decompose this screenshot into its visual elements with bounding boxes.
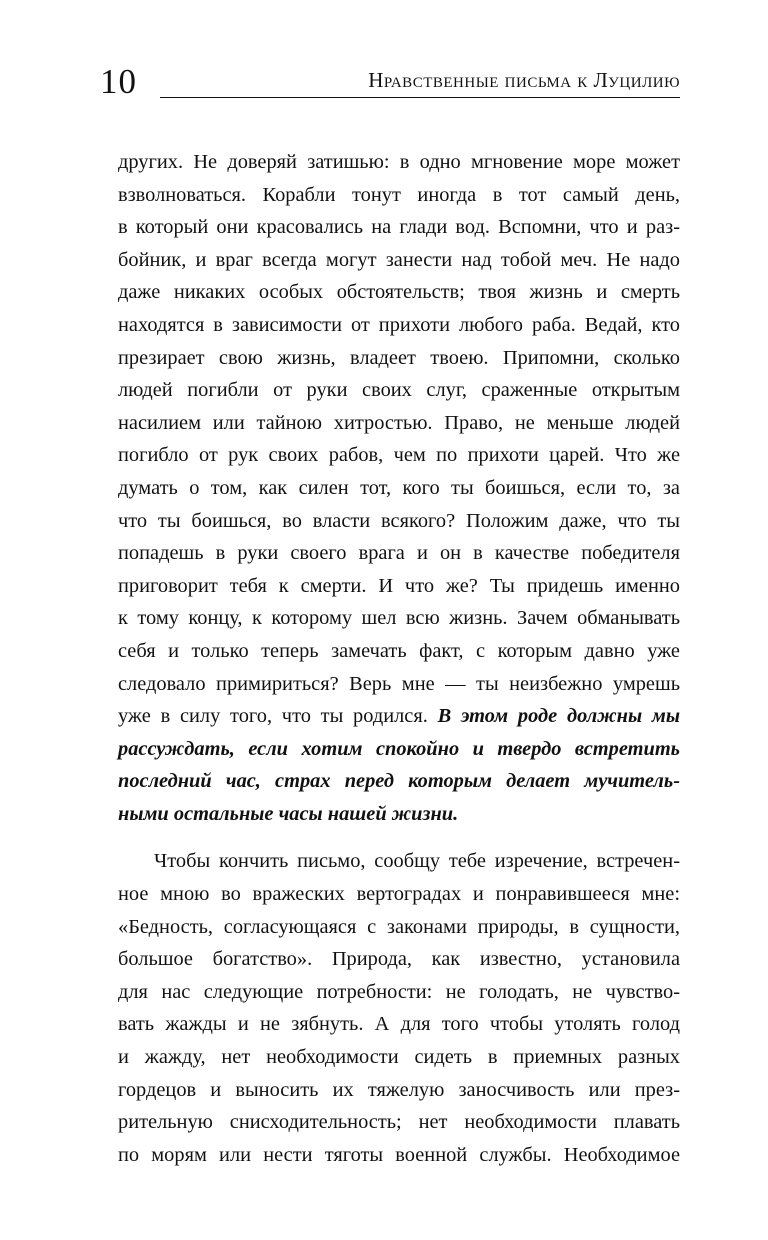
text-line: вать жажды и не зябнуть. А для того чтобы утолять голод — [118, 1013, 680, 1036]
page-number: 10 — [100, 62, 137, 101]
text-line: для нас следующие потребности: не голодать, не чувство- — [118, 980, 680, 1003]
text-line: «Бедность, согласующаяся с законами природы, в сущности, — [118, 915, 680, 938]
emphasis-line: последний час, страх перед которым делает мучитель- — [118, 770, 680, 793]
text-line: по морям или нести тяготы военной службы. Необходимое — [118, 1143, 680, 1166]
header-rule — [160, 97, 680, 98]
text-line: ное мною во вражеских вертоградах и понравившееся мне: — [118, 883, 680, 906]
emphasis-line: рассуждать, если хотим спокойно и твердо встретить — [118, 737, 680, 760]
text-line: попадешь в руки своего врага и он в качестве победителя — [118, 542, 680, 565]
text-line: что ты боишься, во власти всякого? Положим даже, что ты — [118, 509, 680, 532]
text-line: презирает свою жизнь, владеет твоею. Припомни, сколько — [118, 346, 680, 369]
text-line: рительную снисходительность; нет необходимости плавать — [118, 1111, 680, 1134]
emphasis-text: В этом роде должны мы — [437, 705, 681, 728]
page-header — [100, 62, 680, 102]
text-line: гордецов и выносить их тяжелую заносчивость или през- — [118, 1078, 680, 1101]
plain-text: уже в силу того, что ты родился. — [118, 705, 438, 728]
text-line: других. Не доверяй затишью: в одно мгновение море может — [118, 151, 680, 173]
text-line: и жажду, нет необходимости сидеть в приемных разных — [118, 1046, 680, 1069]
text-line: насилием или тайною хитростью. Право, не меньше людей — [118, 411, 680, 434]
text-line: бойник, и враг всегда могут занести над тобой меч. Не надо — [118, 248, 680, 271]
paragraph-2 — [118, 845, 680, 1171]
text-line-mixed — [118, 700, 680, 733]
text-line: даже никаких особых обстоятельств; твоя жизнь и смерть — [118, 281, 680, 304]
text-line: приговорит тебя к смерти. И что же? Ты придешь именно — [118, 574, 680, 597]
body-text — [118, 146, 680, 1171]
text-line: в который они красовались на глади вод. Вспомни, что и раз- — [118, 216, 680, 239]
text-line: следовало примириться? Верь мне — ты неизбежно умрешь — [118, 672, 680, 695]
text-line: себя и только теперь замечать факт, с которым давно уже — [118, 639, 680, 662]
text-line: большое богатство». Природа, как известно, установила — [118, 948, 680, 971]
paragraph-1 — [118, 146, 680, 830]
text-line: взволноваться. Корабли тонут иногда в тот самый день, — [118, 183, 680, 206]
text-line: находятся в зависимости от прихоти любого раба. Ведай, кто — [118, 313, 680, 336]
emphasis-line: ными остальные часы нашей жизни. — [118, 802, 459, 825]
paragraph-gap — [118, 830, 680, 845]
running-title: Нравственные письма к Луцилию — [368, 68, 680, 92]
text-line: погибло от рук своих рабов, чем по прихоти царей. Что же — [118, 444, 680, 467]
text-line: думать о том, как силен тот, кого ты боишься, если то, за — [118, 476, 680, 499]
text-line: к тому концу, к которому шел всю жизнь. Зачем обманывать — [118, 607, 680, 630]
text-line: людей погибли от руки своих слуг, сраженные открытым — [118, 379, 680, 402]
text-line: Чтобы кончить письмо, сообщу тебе изречение, встречен- — [154, 850, 680, 873]
